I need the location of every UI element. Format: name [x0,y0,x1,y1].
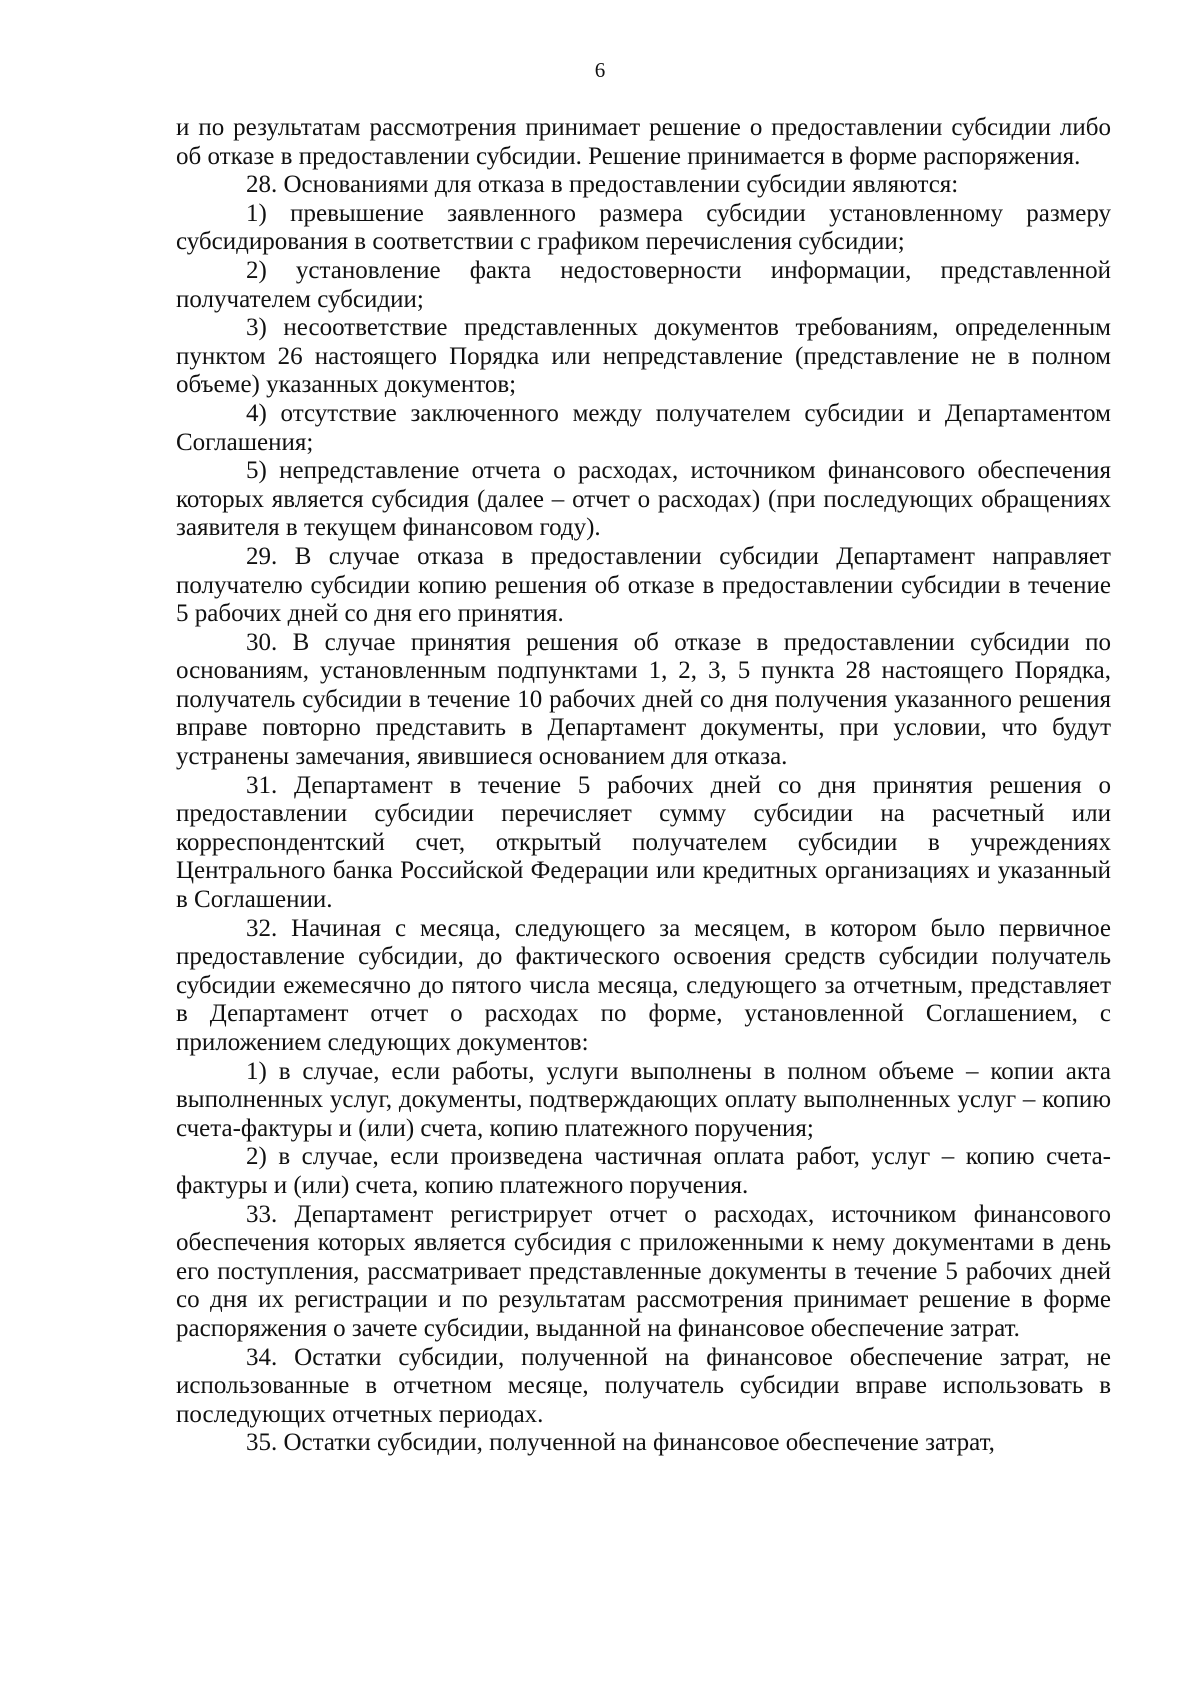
paragraph-32-item-1: 1) в случае, если работы, услуги выполнены в полном объеме – копии акта выполненных услуг, документы, подтверждающих оплату выполненных услуг – копию счета-фактуры и (или) счета, копию платежного поручения; [176,1057,1111,1142]
paragraph-continuation: и по результатам рассмотрения принимает решение о предоставлении субсидии либо об отказе в предоставлении субсидии. Решение принимается в форме распоряжения. [176,114,1111,170]
paragraph-28-item-3: 3) несоответствие представленных документов требованиям, определенным пунктом 26 настоящего Порядка или непредставление (представление не в полном объеме) указанных документов; [176,314,1111,399]
paragraph-30: 30. В случае принятия решения об отказе в предоставлении субсидии по основаниям, установленным подпунктами 1, 2, 3, 5 пункта 28 настоящего Порядка, получатель субсидии в течение 10 рабочих дней со дня получения указанного решения вправе повторно представить в Департамент документы, при условии, что будут устранены замечания, явившиеся основанием для отказа. [176,628,1111,771]
document-body [176,114,1111,1458]
paragraph-28-item-1: 1) превышение заявленного размера субсидии установленному размеру субсидирования в соответствии с графиком перечисления субсидии; [176,199,1111,256]
paragraph-32: 32. Начиная с месяца, следующего за месяцем, в котором было первичное предоставление субсидии, до фактического освоения средств субсидии получатель субсидии ежемесячно до пятого числа месяца, следующего за отчетным, представляет в Департамент отчет о расходах по форме, установленной Соглашением, с приложением следующих документов: [176,914,1111,1056]
paragraph-31: 31. Департамент в течение 5 рабочих дней со дня принятия решения о предоставлении субсидии перечисляет сумму субсидии на расчетный или корреспондентский счет, открытый получателем субсидии в учреждениях Центрального банка Российской Федерации или кредитных организациях и указанный в Соглашении. [176,771,1111,914]
paragraph-33: 33. Департамент регистрирует отчет о расходах, источником финансового обеспечения которых является субсидия с приложенными к нему документами в день его поступления, рассматривает представленные документы в течение 5 рабочих дней со дня их регистрации и по результатам рассмотрения принимает решение в форме распоряжения о зачете субсидии, выданной на финансовое обеспечение затрат. [176,1200,1111,1342]
paragraph-28-item-5: 5) непредставление отчета о расходах, источником финансового обеспечения которых является субсидия (далее – отчет о расходах) (при последующих обращениях заявителя в текущем финансовом году). [176,457,1111,542]
paragraph-29: 29. В случае отказа в предоставлении субсидии Департамент направляет получателю субсидии копию решения об отказе в предоставлении субсидии в течение 5 рабочих дней со дня его принятия. [176,542,1111,628]
paragraph-35: 35. Остатки субсидии, полученной на финансовое обеспечение затрат, [246,1429,995,1457]
page-number: 6 [594,58,606,82]
paragraph-28: 28. Основаниями для отказа в предоставлении субсидии являются: [246,171,959,199]
paragraph-28-item-2: 2) установление факта недостоверности информации, представленной получателем субсидии; [176,256,1111,313]
paragraph-32-item-2: 2) в случае, если произведена частичная оплата работ, услуг – копию счета-фактуры и (или) счета, копию платежного поручения. [176,1143,1111,1199]
paragraph-34: 34. Остатки субсидии, полученной на финансовое обеспечение затрат, не использованные в отчетном месяце, получатель субсидии вправе использовать в последующих отчетных периодах. [176,1343,1111,1428]
paragraph-28-item-4: 4) отсутствие заключенного между получателем субсидии и Департаментом Соглашения; [176,399,1111,456]
